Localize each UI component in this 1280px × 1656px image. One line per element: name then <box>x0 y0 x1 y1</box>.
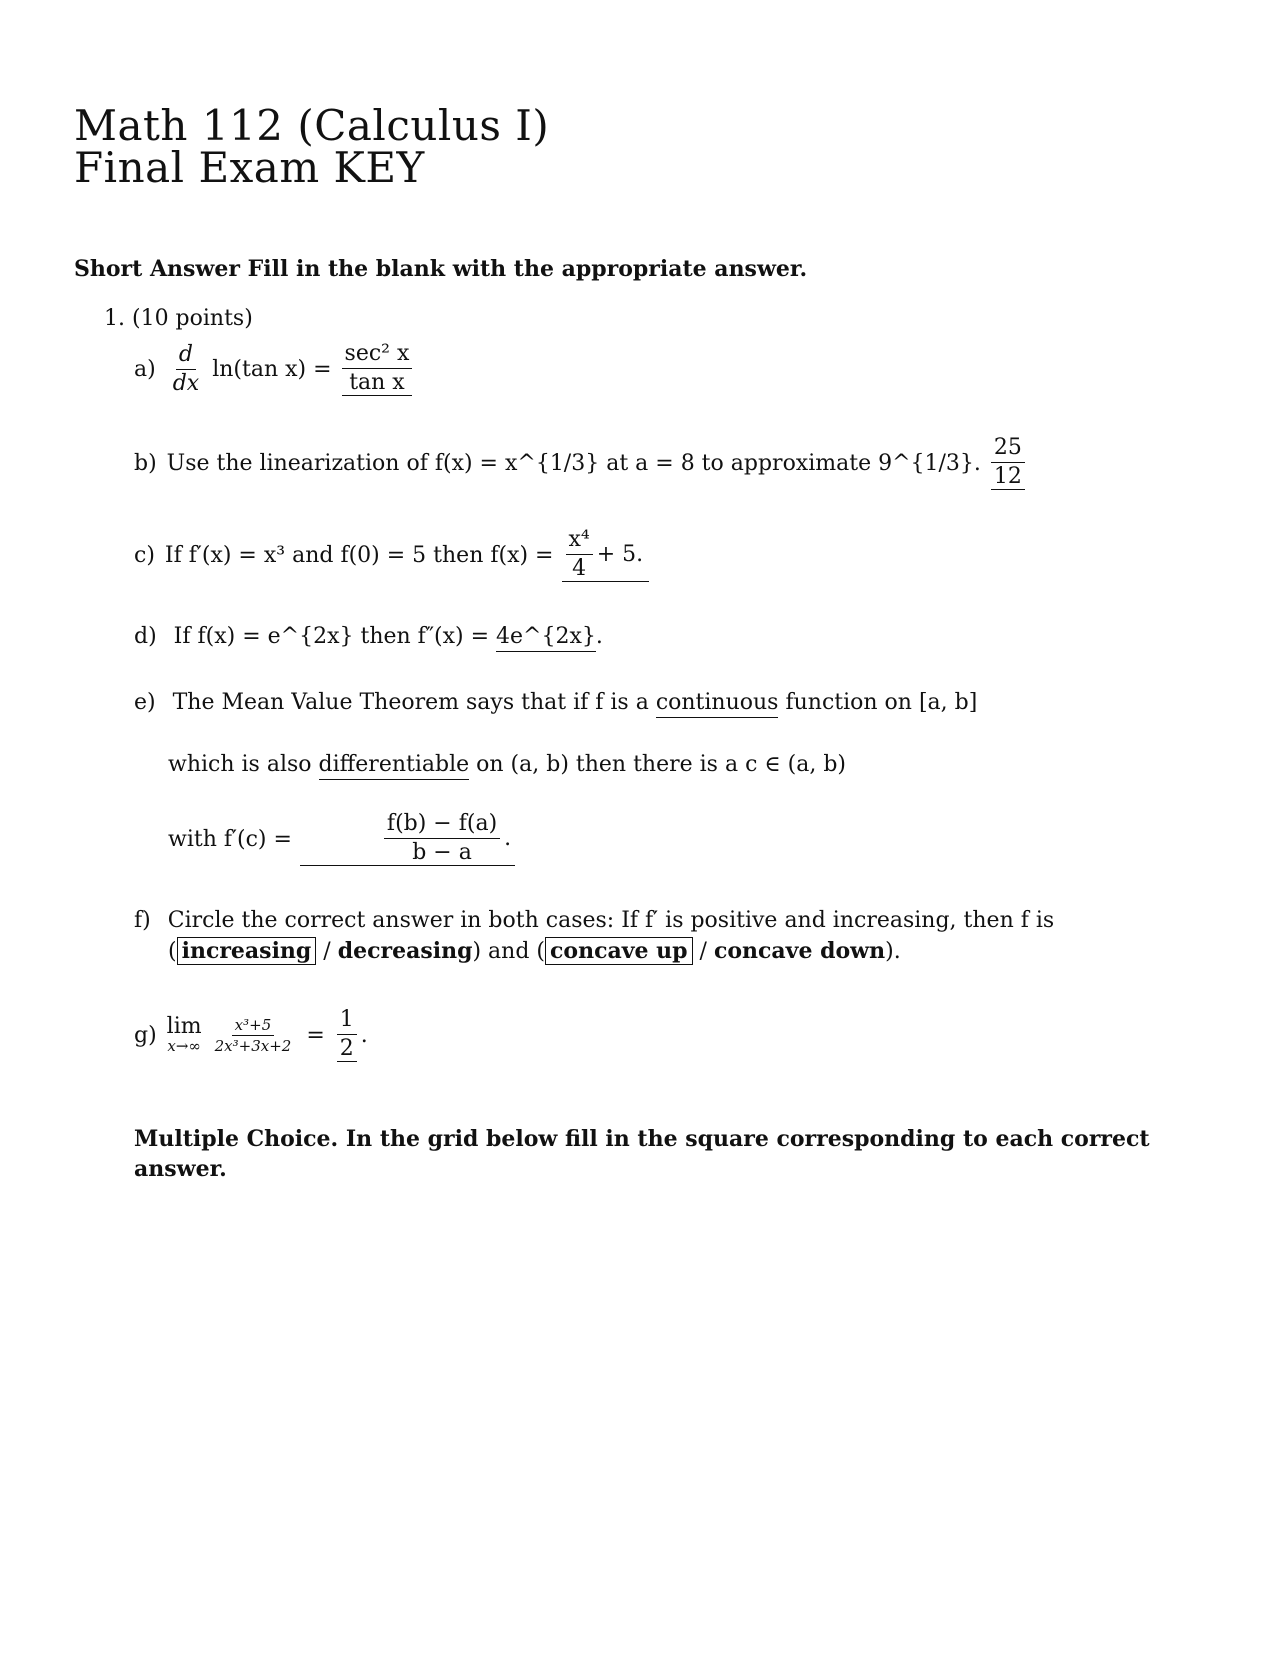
part-c-answer-tail: + 5. <box>596 542 644 567</box>
part-c-answer <box>562 528 650 582</box>
option-concave-up: concave up <box>545 937 693 965</box>
part-b <box>134 436 1029 490</box>
part-c <box>134 528 649 582</box>
part-e-line1-pre: The Mean Value Theorem says that if f is a <box>172 690 649 715</box>
part-d-answer: 4e^{2x} <box>496 624 596 652</box>
part-c-label: c) <box>134 542 155 568</box>
limit-expr-num: x³+5 <box>232 1017 275 1036</box>
part-b-answer-num: 25 <box>991 436 1025 463</box>
short-answer-instructions: Fill in the blank with the appropriate answer. <box>247 256 808 282</box>
part-e-line-1 <box>134 690 977 715</box>
part-g-answer-num: 1 <box>337 1008 357 1035</box>
limit-text: lim <box>166 1014 202 1039</box>
part-g-answer <box>337 1008 357 1062</box>
part-a <box>134 342 416 396</box>
part-c-answer-num: x⁴ <box>566 528 593 555</box>
title-line-1: Math 112 (Calculus I) <box>74 101 550 150</box>
multiple-choice-instructions-cont: answer. <box>134 1156 227 1182</box>
part-a-answer-den: tan x <box>349 370 405 395</box>
part-c-text: If f′(x) = x³ and f(0) = 5 then f(x) = <box>164 542 554 568</box>
part-b-answer <box>991 436 1025 490</box>
part-e-answer-frac <box>384 812 500 865</box>
part-c-answer-den: 4 <box>572 556 587 581</box>
part-e-blank-differentiable: differentiable <box>319 752 470 780</box>
part-b-text: Use the linearization of f(x) = x^{1/3} at a = 8 to approximate 9^{1/3}. <box>166 450 981 476</box>
option-concave-down: concave down <box>713 938 886 964</box>
part-a-answer <box>342 342 413 396</box>
short-answer-heading <box>74 256 807 282</box>
part-e-answer-den: b − a <box>412 840 472 865</box>
part-g-answer-den: 2 <box>339 1036 354 1061</box>
part-e-line2-pre: which is also <box>168 752 312 777</box>
part-e-line-3 <box>168 812 515 866</box>
limit-expression <box>212 1017 295 1054</box>
part-c-answer-frac <box>566 528 593 581</box>
limit-expr-den: 2x³+3x+2 <box>214 1036 292 1055</box>
part-b-answer-den: 12 <box>993 464 1022 489</box>
short-answer-label: Short Answer <box>74 256 240 282</box>
question-1-label: 1. (10 points) <box>104 306 253 331</box>
part-e-line1-post: function on [a, b] <box>785 690 978 715</box>
part-a-label: a) <box>134 356 156 382</box>
part-g: g) lim x→∞ $\frac{\text{x³+5}}{\text{2x³+3x+2}}$ = $\frac{1}{2}$ . <box>134 1007 368 1061</box>
d-denominator: dx <box>172 370 200 396</box>
part-e-line-2 <box>168 752 846 777</box>
part-f-text: Circle the correct answer in both cases: If f′ is positive and increasing, then f is <box>167 908 1055 933</box>
part-a-answer-num: sec² x <box>342 342 413 369</box>
part-d-text: If f(x) = e^{2x} then f″(x) = <box>173 624 490 649</box>
derivative-operator <box>170 343 203 396</box>
multiple-choice-heading <box>134 1126 1150 1152</box>
part-g-label: g) <box>134 1022 157 1048</box>
part-a-expr: ln(tan x) = <box>212 356 332 382</box>
part-e-line3-pre: with f′(c) = <box>168 826 292 852</box>
option-decreasing: decreasing <box>337 938 473 964</box>
d-numerator: d <box>176 343 196 370</box>
part-e-label: e) <box>134 690 156 715</box>
part-f-line-2: ( increasing / decreasing) and ( concave up / concave down). <box>168 938 901 964</box>
title-line-2: Final Exam KEY <box>74 143 425 192</box>
part-b-label: b) <box>134 450 157 476</box>
limit-subscript: x→∞ <box>167 1037 201 1055</box>
part-e-answer: $\frac{f(b) - f(a)}{b - a}$ . <box>300 812 515 866</box>
part-d-label: d) <box>134 624 157 649</box>
part-e-blank-continuous: continuous <box>656 690 779 718</box>
part-f-and: and <box>488 939 530 964</box>
multiple-choice-label: Multiple Choice. <box>134 1126 339 1152</box>
part-f-line-1 <box>134 908 1054 933</box>
limit-operator <box>167 1016 202 1054</box>
part-e-line2-post: on (a, b) then there is a c ∈ (a, b) <box>476 752 847 777</box>
option-increasing: increasing <box>177 937 317 965</box>
part-f-label: f) <box>134 908 151 933</box>
multiple-choice-instructions: In the grid below fill in the square corresponding to each correct <box>345 1126 1150 1152</box>
part-e-answer-num: f(b) − f(a) <box>384 812 500 839</box>
part-d: d) If f(x) = e^{2x} then f″(x) = 4e^{2x}. <box>134 624 603 649</box>
